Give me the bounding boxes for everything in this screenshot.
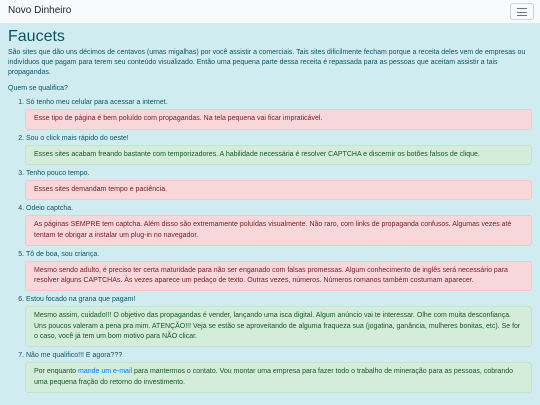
alert-danger: Mesmo sendo adulto, é preciso ter certa maturidade para não ser enganado com falsas promessas. Algum conhecimento de inglês será necessário para resolver alguns CAPTCHAs. Às vezes aparece um pedaço de texto. Outras vezes, números. Números romanos também costumam aparecer. [25,261,532,292]
alert-danger: Esses sites demandam tempo e paciência. [25,180,532,200]
navbar-toggler-button[interactable] [510,3,534,20]
alert-success: Mesmo assim, cuidado!!! O objetivo das propagandas é vender, lançando uma isca digital. Algum anúncio vai te interessar. Olhe com muita desconfiança. Uns poucos valeram a pena pra mim. ATENÇÃO!!! Veja se estão se aproveitando de alguma fraqueza sua (jogatina, ganância, mulheres bonitas, etc). Se for o caso, você já tem um bom motivo para NÃO clicar. [25,306,532,347]
navbar [0,0,540,24]
list-item-title: 5. Tô de boa, sou criança. [26,250,100,258]
list-item [26,204,532,246]
list-item-title: 3. Tenho pouco tempo. [26,169,90,177]
list-item-title: 1. Só tenho meu celular para acessar a internet. [26,99,168,107]
main-content [8,28,532,397]
alert-success [25,362,532,393]
qualification-question: Quem se qualifica? [8,85,68,93]
list-item [26,134,532,165]
alert-danger: Esse tipo de página é bem poluído com propagandas. Na tela pequena vai ficar impraticável. [25,109,532,129]
list-item-title: 4. Odeio captcha. [26,205,74,213]
alert-text-after: para mantermos o contato. Vou montar uma empresa para fazer todo o trabalho de mineração para as pessoas, cobrando uma pequena fração do retorno do investimento. [34,368,514,386]
navbar-brand[interactable]: Novo Dinheiro [8,5,72,16]
alert-success: Esses sites acabam freando bastante com temporizadores. A habilidade necessária é resolver CAPTCHA e discernir os botões falsos de clique. [25,145,532,165]
intro-paragraph: São sites que dão uns décimos de centavos (umas migalhas) por você assistir a comerciais. Tais sites dificilmente fecham porque a receita deles vem de empresas ou indivíduos que pagam para terem seu conteúdo visualizado. Então uma pequena parte dessa receita é repassada para as pessoas que aceitam assistir a tais propagandas. [8,49,526,76]
list-item [26,250,532,292]
alert-danger: As páginas SEMPRE tem captcha. Além disso são extremamente poluídas visualmente. Não raro, com links de propaganda confusos. Algumas vezes até tentam te obrigar a instalar um plug-in no navegador. [25,215,532,246]
qualification-list [8,98,532,393]
alert-text-before: Por enquanto [34,368,78,376]
list-item-title: 7. Não me qualifico!!! E agora??? [26,352,123,360]
list-item [26,351,532,393]
list-item [26,169,532,200]
list-item [26,98,532,129]
list-item-title: 6. Estou focado na grana que pagam! [26,296,136,304]
page-title: Faucets [8,28,65,45]
list-item-title: 2. Sou o click mais rápido do oeste! [26,134,129,142]
email-link[interactable]: mande um e-mail [77,368,133,376]
list-item [26,295,532,347]
